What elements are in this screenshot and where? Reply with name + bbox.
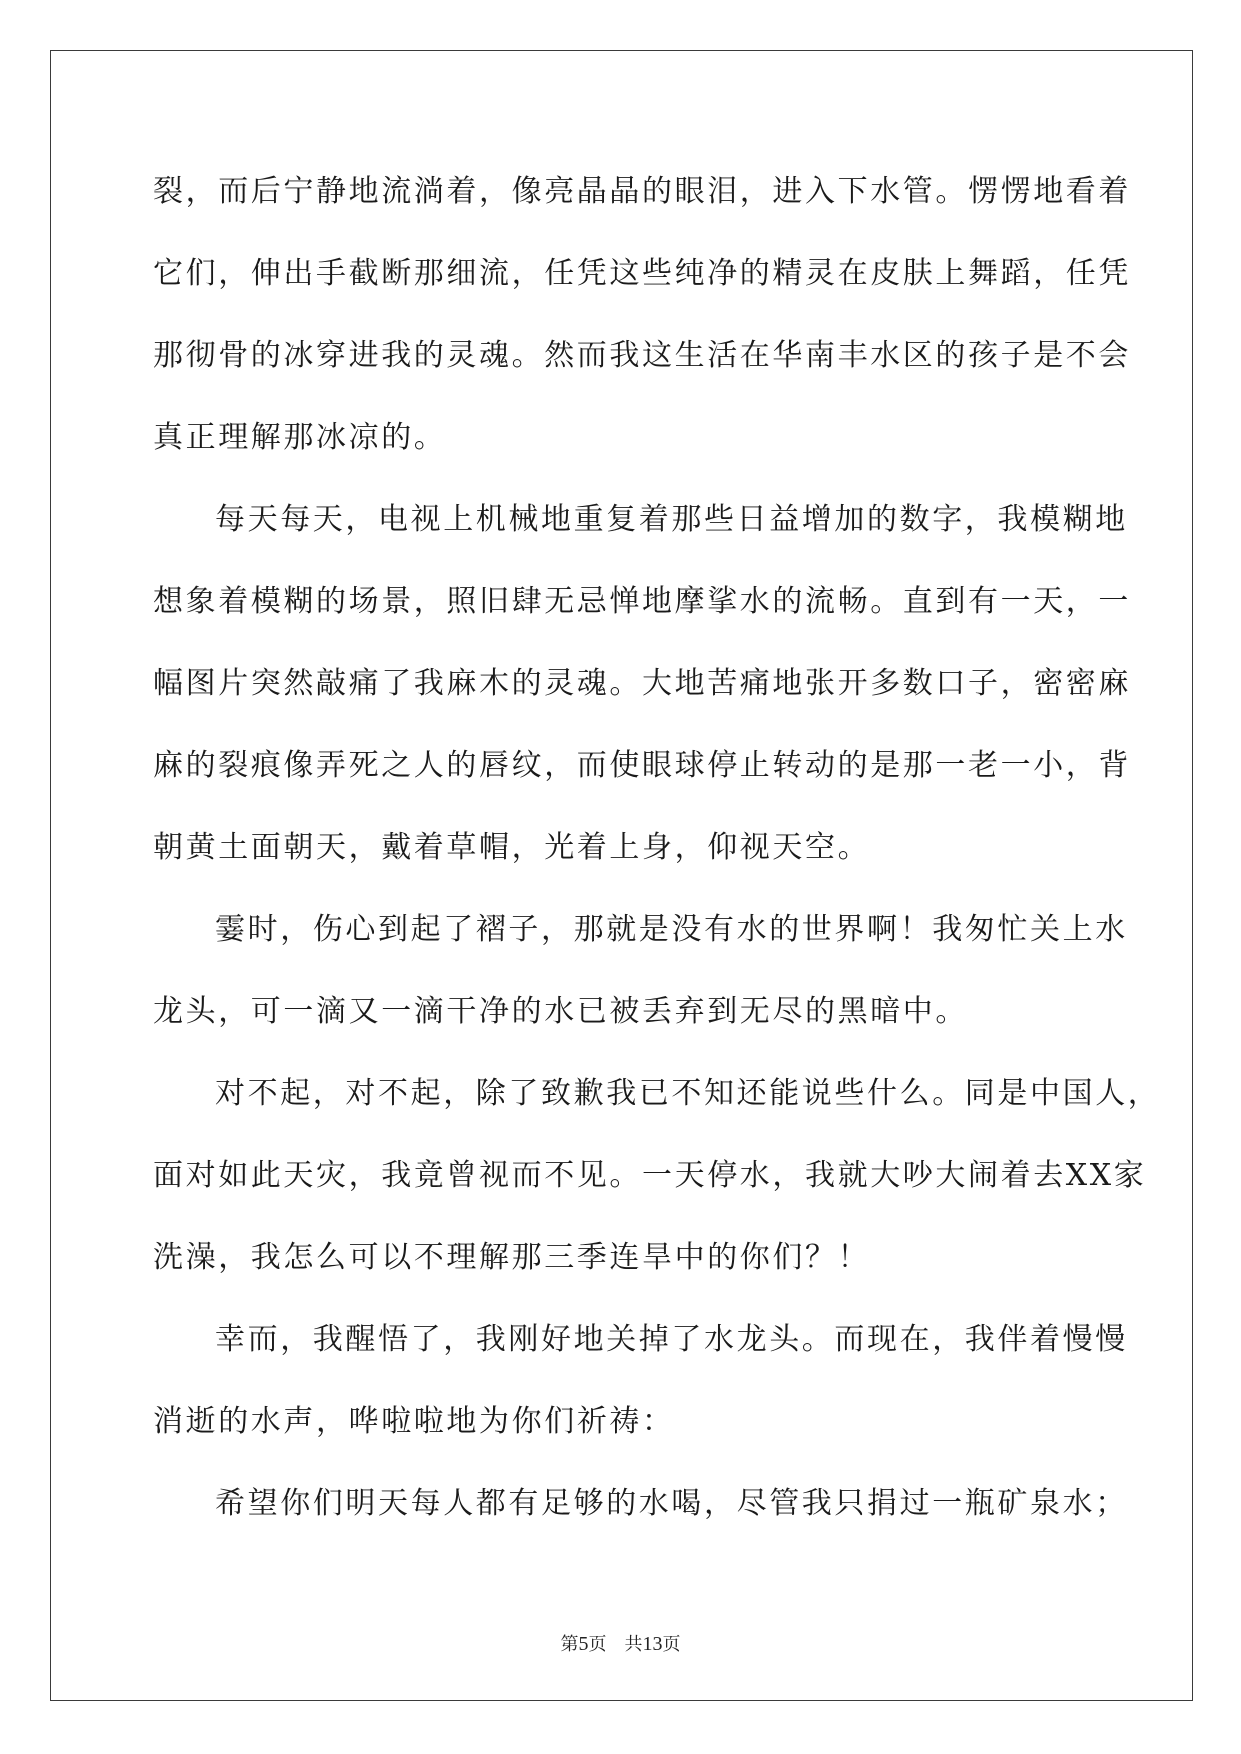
- paragraph-line: 麻的裂痕像弄死之人的唇纹，而使眼球停止转动的是那一老一小，背: [153, 748, 1131, 783]
- footer-middle: 页 共: [588, 1634, 643, 1655]
- paragraph-line: 幸而，我醒悟了，我刚好地关掉了水龙头。而现在，我伴着慢慢: [215, 1322, 1128, 1357]
- paragraph: [153, 158, 1131, 486]
- paragraph-line: 裂，而后宁静地流淌着，像亮晶晶的眼泪，进入下水管。愣愣地看着: [153, 174, 1131, 209]
- paragraph-line: 真正理解那冰凉的。: [153, 420, 447, 455]
- paragraph-line: 那彻骨的冰穿进我的灵魂。然而我这生活在华南丰水区的孩子是不会: [153, 338, 1131, 373]
- paragraph-line: 龙头，可一滴又一滴干净的水已被丢弃到无尽的黑暗中。: [153, 994, 968, 1029]
- paragraph-line: 朝黄土面朝天，戴着草帽，光着上身，仰视天空。: [153, 830, 871, 865]
- paragraph-line: 它们，伸出手截断那细流，任凭这些纯净的精灵在皮肤上舞蹈，任凭: [153, 256, 1131, 291]
- paragraph-line: 对不起，对不起，除了致歉我已不知还能说些什么。同是中国人，: [215, 1076, 1161, 1111]
- footer-total-pages: 13: [642, 1633, 663, 1655]
- paragraph: [153, 1060, 1161, 1306]
- document-body: [153, 158, 1161, 1552]
- paragraph: [153, 896, 1128, 1060]
- page-footer: [0, 1630, 1241, 1656]
- paragraph-line: 想象着模糊的场景，照旧肆无忌惮地摩挲水的流畅。直到有一天，一: [153, 584, 1131, 619]
- paragraph-line: 面对如此天灾，我竟曾视而不见。一天停水，我就大吵大闹着去XX家: [153, 1158, 1147, 1193]
- paragraph-line: 霎时，伤心到起了褶子，那就是没有水的世界啊！我匆忙关上水: [215, 912, 1128, 947]
- footer-suffix: 页: [662, 1634, 681, 1655]
- footer-prefix: 第: [560, 1634, 579, 1655]
- paragraph: [153, 486, 1131, 896]
- paragraph: [153, 1306, 1128, 1470]
- paragraph-line: 消逝的水声，哗啦啦地为你们祈祷：: [153, 1404, 675, 1439]
- paragraph: [153, 1470, 1128, 1552]
- paragraph-line: 希望你们明天每人都有足够的水喝，尽管我只捐过一瓶矿泉水；: [215, 1486, 1128, 1521]
- paragraph-line: 每天每天，电视上机械地重复着那些日益增加的数字，我模糊地: [215, 502, 1128, 537]
- footer-current-page: 5: [578, 1633, 589, 1655]
- paragraph-line: 幅图片突然敲痛了我麻木的灵魂。大地苦痛地张开多数口子，密密麻: [153, 666, 1131, 701]
- paragraph-line: 洗澡，我怎么可以不理解那三季连旱中的你们？！: [153, 1240, 871, 1275]
